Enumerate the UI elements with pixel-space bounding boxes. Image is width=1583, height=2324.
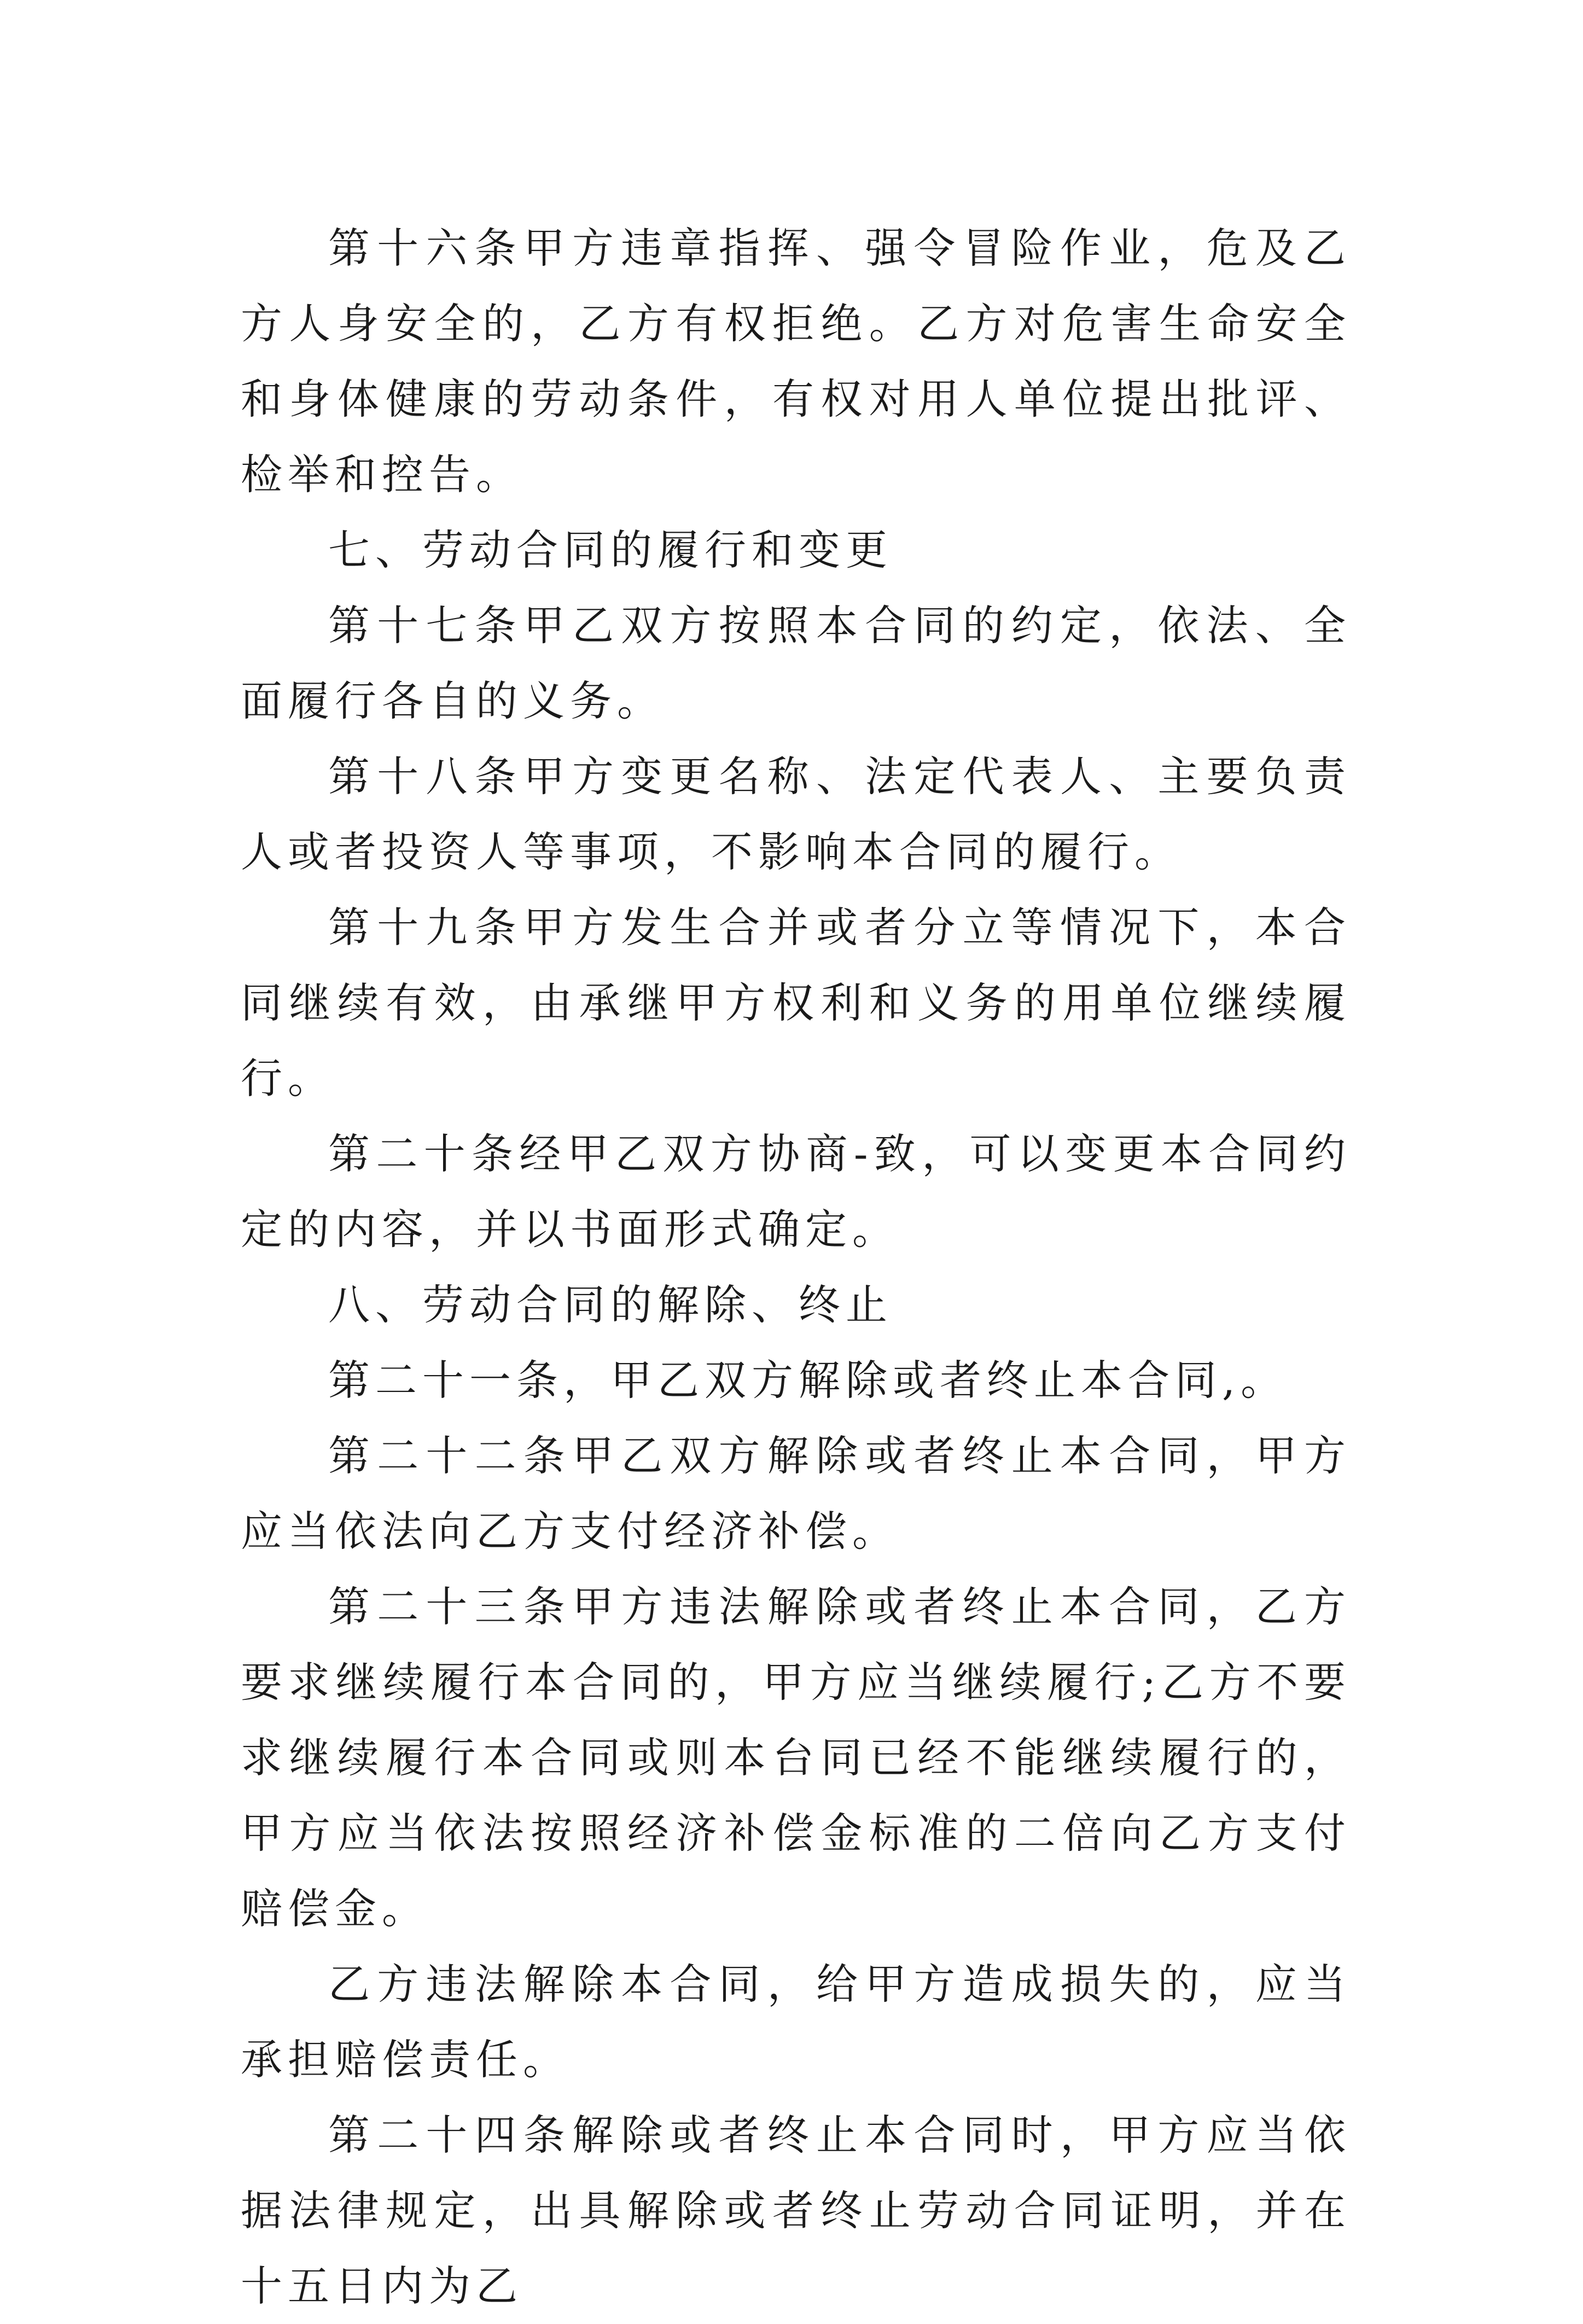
paragraph-article-21: 第二十一条，甲乙双方解除或者终止本合同,。 (328, 1356, 1288, 1405)
paragraph-article-17: 第十七条甲乙双方按照本合同的约定，依法、全面履行各自的义务。 (241, 601, 1351, 725)
section-heading-8: 八、劳动合同的解除、终止 (328, 1280, 893, 1329)
paragraph-article-19: 第十九条甲方发生合并或者分立等情况下，本合同继续有效，由承继甲方权利和义务的用单位继续履行。 (241, 903, 1351, 1103)
paragraph-article-24: 第二十四条解除或者终止本合同时，甲方应当依据法律规定，出具解除或者终止劳动合同证明，并在十五日内为乙 (241, 2111, 1351, 2310)
document-page (241, 211, 1351, 2324)
paragraph-article-20: 第二十条经甲乙双方协商-致，可以变更本合同约定的内容，并以书面形式确定。 (241, 1129, 1351, 1254)
paragraph-article-16: 第十六条甲方违章指挥、强令冒险作业，危及乙方人身安全的，乙方有权拒绝。乙方对危害生命安全和身体健康的劳动条件，有权对用人单位提出批评、检举和控告。 (241, 224, 1351, 499)
paragraph-article-23: 第二十三条甲方违法解除或者终止本合同，乙方要求继续履行本合同的，甲方应当继续履行;乙方不要求继续履行本合同或则本台同已经不能继续履行的，甲方应当依法按照经济补偿金标准的二倍向乙方支付赔偿金。 (241, 1582, 1351, 1933)
paragraph-article-18: 第十八条甲方变更名称、法定代表人、主要负责人或者投资人等事项，不影响本合同的履行。 (241, 752, 1351, 876)
paragraph-employee-liability: 乙方违法解除本合同，给甲方造成损失的，应当承担赔偿责任。 (241, 1960, 1351, 2084)
paragraph-article-22: 第二十二条甲乙双方解除或者终止本合同，甲方应当依法向乙方支付经济补偿。 (241, 1431, 1351, 1556)
section-heading-7: 七、劳动合同的履行和变更 (328, 526, 893, 574)
